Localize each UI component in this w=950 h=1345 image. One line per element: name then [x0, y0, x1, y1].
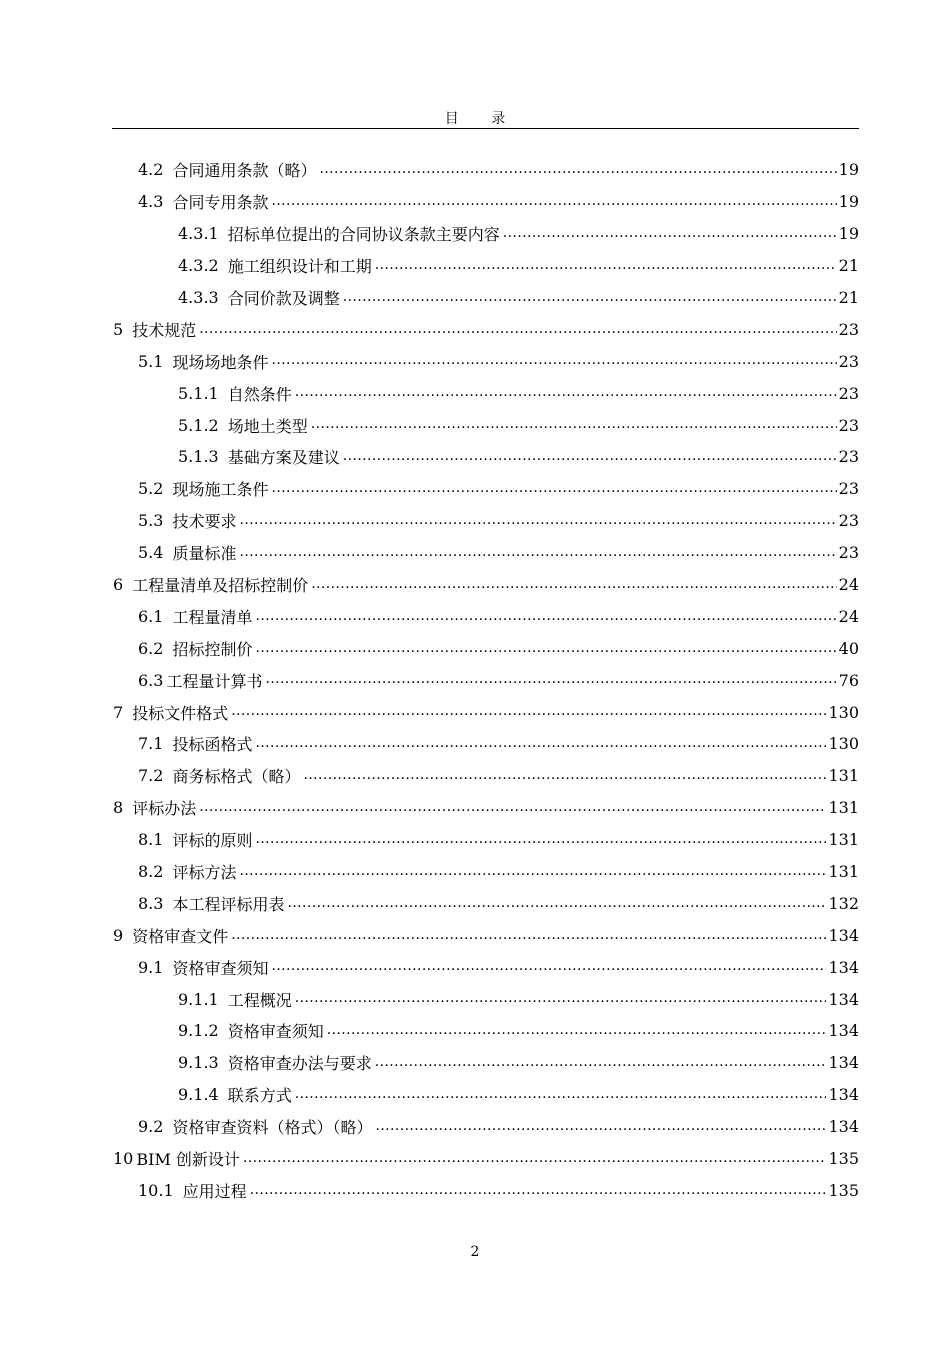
toc-entry-page: 21	[838, 288, 859, 307]
toc-entry-page: 134	[828, 925, 859, 945]
toc-entry[interactable]	[0, 1079, 950, 1111]
toc-entry-page: 131	[828, 798, 859, 818]
toc-entry[interactable]	[0, 600, 950, 632]
toc-entry-page: 24	[838, 575, 859, 595]
toc-entry-page: 19	[838, 192, 859, 212]
toc-entry-title: 投标函格式	[172, 735, 253, 755]
toc-entry[interactable]	[0, 1143, 950, 1175]
toc-entry-page: 19	[838, 224, 859, 244]
toc-entry[interactable]	[0, 1015, 950, 1047]
toc-dot-leader	[199, 321, 836, 339]
toc-entry-page: 23	[838, 351, 859, 371]
toc-entry-page: 19	[838, 160, 859, 180]
page-header-title: 目 录	[444, 111, 520, 127]
toc-entry[interactable]	[0, 983, 950, 1015]
toc-entry-number: 4.3.1	[178, 224, 219, 244]
toc-dot-leader	[343, 448, 837, 466]
toc-entry[interactable]	[0, 824, 950, 856]
toc-dot-leader	[319, 161, 836, 179]
toc-entry-page: 134	[828, 1053, 859, 1073]
toc-entry-page: 135	[828, 1149, 859, 1169]
toc-entry-page: 23	[838, 511, 859, 531]
toc-dot-leader	[311, 416, 837, 434]
toc-entry-title: 评标办法	[132, 799, 197, 819]
toc-entry-number: 6.2	[138, 638, 164, 658]
toc-entry-title: 质量标准	[172, 544, 237, 564]
toc-entry-page: 134	[828, 1117, 859, 1137]
toc-entry-page: 40	[838, 638, 859, 658]
toc-entry-title: 基础方案及建议	[227, 448, 340, 468]
toc-entry-number: 5.1.3	[178, 447, 219, 467]
toc-dot-leader	[287, 895, 826, 913]
toc-entry-title: 施工组织设计和工期	[227, 257, 372, 277]
toc-entry[interactable]	[0, 1047, 950, 1079]
toc-entry-title: 合同价款及调整	[227, 289, 340, 308]
toc-entry-number: 9.1.3	[178, 1053, 219, 1073]
toc-entry-number: 9	[113, 925, 124, 945]
toc-entry[interactable]	[0, 186, 950, 218]
toc-entry-number: 4.3.2	[178, 256, 219, 276]
toc-dot-leader	[265, 671, 836, 689]
toc-dot-leader	[271, 193, 836, 211]
toc-dot-leader	[255, 608, 836, 626]
toc-entry[interactable]	[0, 282, 950, 314]
page-number: 2	[470, 1244, 480, 1260]
toc-entry-title: 资格审查资料（格式）（略）	[172, 1118, 373, 1138]
toc-entry-title: 资格审查文件	[132, 926, 229, 946]
toc-entry[interactable]	[0, 569, 950, 601]
toc-entry-number: 9.2	[138, 1117, 164, 1137]
toc-entry-page: 131	[828, 766, 859, 786]
toc-entry[interactable]	[0, 313, 950, 345]
toc-entry-number: 6	[113, 575, 124, 595]
toc-entry-number: 10.1	[138, 1180, 174, 1200]
toc-entry-number: 9.1.4	[178, 1085, 219, 1105]
toc-entry-page: 130	[828, 734, 859, 754]
toc-entry-number: 4.3.3	[178, 288, 219, 307]
toc-entry-number: 6.1	[138, 606, 164, 626]
toc-entry-title: 本工程评标用表	[172, 894, 285, 914]
toc-entry-title: 资格审查须知	[227, 1022, 324, 1042]
toc-entry-page: 131	[828, 862, 859, 882]
toc-dot-leader	[199, 799, 826, 817]
toc-entry-title: 工程量计算书	[166, 671, 263, 691]
toc-entry[interactable]	[0, 441, 950, 473]
toc-entry[interactable]	[0, 856, 950, 888]
toc-entry-title: 自然条件	[227, 384, 292, 404]
toc-entry-page: 132	[828, 893, 859, 913]
toc-entry-title: 现场场地条件	[172, 352, 269, 372]
toc-entry[interactable]	[0, 1111, 950, 1143]
toc-entry[interactable]	[0, 345, 950, 377]
header-rule	[112, 128, 859, 129]
toc-dot-leader	[343, 289, 837, 307]
toc-entry[interactable]	[0, 218, 950, 250]
toc-dot-leader	[311, 576, 836, 594]
toc-entry-number: 7	[113, 702, 124, 722]
toc-dot-leader	[255, 831, 826, 849]
toc-entry-number: 7.1	[138, 734, 164, 754]
toc-entry-number: 4.3	[138, 192, 164, 212]
toc-entry-title: 投标文件格式	[132, 703, 229, 723]
toc-entry-number: 6.3	[138, 670, 164, 690]
toc-entry-title: 评标方法	[172, 863, 237, 883]
toc-entry-page: 76	[838, 670, 859, 690]
toc-dot-leader	[375, 1118, 826, 1136]
toc-dot-leader	[231, 703, 826, 721]
toc-entry-title: 评标的原则	[172, 831, 253, 851]
toc-entry-page: 23	[838, 415, 859, 435]
toc-dot-leader	[271, 352, 836, 370]
toc-entry-title: 资格审查须知	[172, 958, 269, 978]
toc-entry[interactable]	[0, 250, 950, 282]
toc-entry-number: 5.1	[138, 351, 164, 371]
toc-dot-leader	[250, 1182, 827, 1200]
toc-entry-number: 8.1	[138, 830, 164, 850]
toc-entry-page: 134	[828, 957, 859, 977]
toc-entry[interactable]	[0, 664, 950, 696]
toc-entry-title: 工程概况	[227, 990, 292, 1010]
toc-dot-leader	[243, 1150, 827, 1168]
toc-entry[interactable]	[0, 377, 950, 409]
toc-dot-leader	[239, 863, 826, 881]
toc-entry[interactable]	[0, 951, 950, 983]
toc-entry-page: 130	[828, 702, 859, 722]
toc-entry[interactable]	[0, 154, 950, 186]
toc-entry-title: 招标控制价	[172, 639, 253, 659]
toc-entry[interactable]	[0, 505, 950, 537]
toc-dot-leader	[295, 1086, 827, 1104]
toc-entry-page: 23	[838, 543, 859, 563]
toc-entry[interactable]	[0, 473, 950, 505]
toc-dot-leader	[295, 990, 827, 1008]
toc-entry[interactable]	[0, 696, 950, 728]
toc-entry-title: 合同专用条款	[172, 193, 269, 213]
toc-dot-leader	[503, 225, 837, 243]
toc-entry-number: 8.2	[138, 862, 164, 882]
toc-entry[interactable]	[0, 728, 950, 760]
toc-entry-number: 5.1.2	[178, 415, 219, 435]
toc-dot-leader	[375, 257, 837, 275]
toc-entry-number: 5.4	[138, 543, 164, 563]
toc-entry-title: 场地土类型	[227, 416, 308, 436]
toc-entry[interactable]	[0, 632, 950, 664]
toc-entry-number: 5	[113, 319, 124, 339]
toc-entry-page: 23	[838, 479, 859, 499]
toc-entry-number: 5.1.1	[178, 383, 219, 403]
toc-entry-number: 8.3	[138, 893, 164, 913]
toc-entry-page: 23	[838, 383, 859, 403]
toc-entry-page: 131	[828, 830, 859, 850]
toc-dot-leader	[303, 767, 826, 785]
toc-dot-leader	[239, 544, 836, 562]
toc-entry-number: 5.2	[138, 479, 164, 499]
toc-entry-page: 134	[828, 1085, 859, 1105]
toc-dot-leader	[271, 480, 836, 498]
toc-dot-leader	[255, 735, 826, 753]
toc-dot-leader	[255, 640, 836, 658]
toc-dot-leader	[239, 512, 836, 530]
toc-entry[interactable]	[0, 887, 950, 919]
toc-entry-title: 工程量清单及招标控制价	[132, 576, 309, 596]
toc-dot-leader	[231, 927, 826, 945]
toc-entry-title: 技术要求	[172, 512, 237, 532]
toc-entry-title: 合同通用条款（略）	[172, 161, 317, 181]
toc-dot-leader	[327, 1022, 827, 1040]
toc-entry[interactable]	[0, 919, 950, 951]
toc-entry-title: 招标单位提出的合同协议条款主要内容	[227, 225, 500, 245]
toc-entry-title: 工程量清单	[172, 607, 253, 627]
toc-entry-title: 应用过程	[182, 1181, 247, 1201]
toc-entry-title: 现场施工条件	[172, 480, 269, 500]
toc-entry-page: 21	[838, 256, 859, 276]
toc-entry-number: 7.2	[138, 766, 164, 786]
toc-entry[interactable]	[0, 537, 950, 569]
toc-entry-number: 5.3	[138, 511, 164, 531]
toc-entry-title: 商务标格式（略）	[172, 767, 301, 787]
toc-entry-title: 技术规范	[132, 320, 197, 340]
toc-entry[interactable]	[0, 1175, 950, 1207]
table-of-contents	[0, 154, 950, 1206]
toc-entry-number: 9.1.1	[178, 989, 219, 1009]
toc-entry-page: 23	[838, 319, 859, 339]
toc-entry-page: 134	[828, 1021, 859, 1041]
toc-entry[interactable]	[0, 792, 950, 824]
toc-dot-leader	[295, 384, 837, 402]
toc-entry[interactable]	[0, 760, 950, 792]
toc-entry-page: 134	[828, 989, 859, 1009]
toc-entry-number: 9.1.2	[178, 1021, 219, 1041]
toc-entry[interactable]	[0, 409, 950, 441]
toc-entry-number: 4.2	[138, 160, 164, 180]
toc-entry-page: 24	[838, 606, 859, 626]
toc-entry-number: 8	[113, 798, 124, 818]
toc-dot-leader	[375, 1054, 827, 1072]
toc-entry-title: BIM 创新设计	[136, 1150, 240, 1170]
toc-entry-page: 135	[828, 1180, 859, 1200]
toc-entry-title: 资格审查办法与要求	[227, 1054, 372, 1074]
toc-entry-title: 联系方式	[227, 1086, 292, 1106]
toc-entry-page: 23	[838, 447, 859, 467]
toc-entry-number: 10	[113, 1149, 134, 1169]
toc-entry-number: 9.1	[138, 957, 164, 977]
toc-dot-leader	[271, 958, 826, 976]
